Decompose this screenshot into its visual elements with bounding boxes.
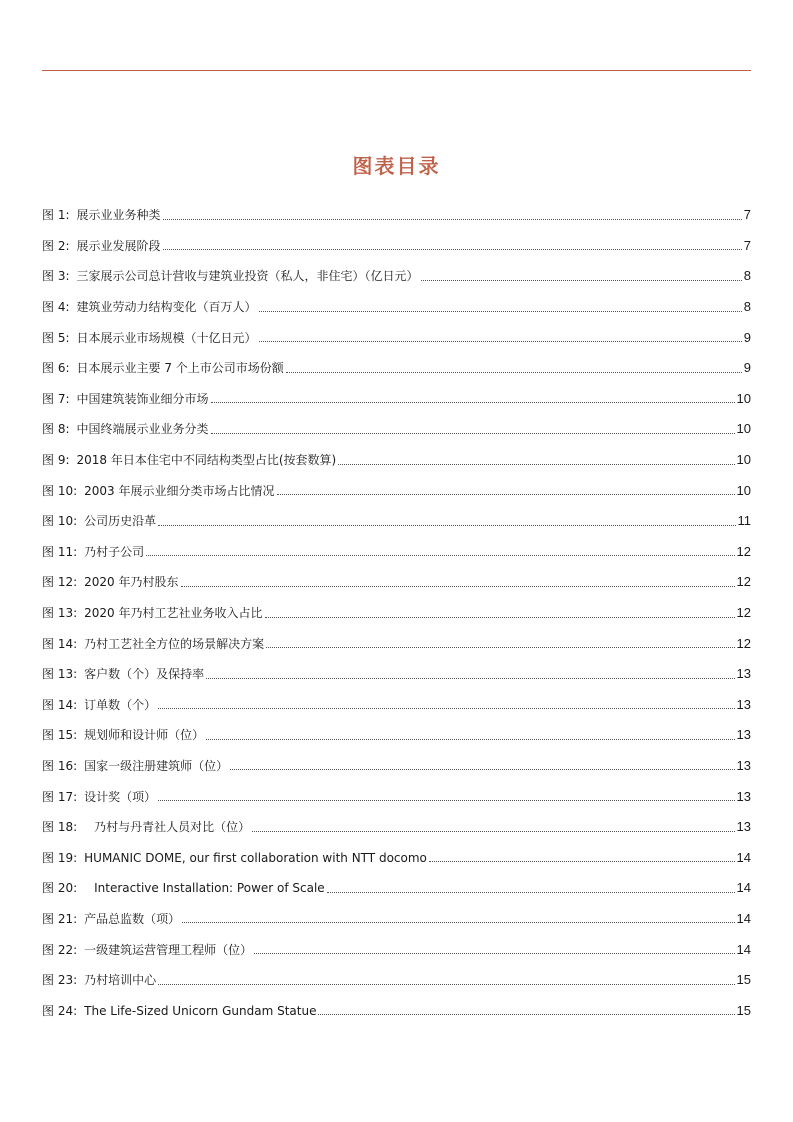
dot-leader [259,311,742,312]
figure-label: 图 10: [42,514,78,529]
dot-leader [265,617,735,618]
dot-leader [206,739,734,740]
figure-title: 产品总监数（项） [84,911,181,926]
toc-entry-24[interactable] [42,904,751,935]
dot-leader [211,402,735,403]
figure-title: 设计奖（项） [84,789,157,804]
figure-title: The Life-Sized Unicorn Gundam Statue [84,1003,317,1018]
toc-entry-13[interactable] [42,567,751,598]
dot-leader [181,586,735,587]
page-number: 13 [736,666,751,682]
figure-title: 规划师和设计师（位） [84,728,205,743]
figure-title: 2003 年展示业细分类市场占比情况 [84,483,275,498]
figure-title: 展示业发展阶段 [76,238,161,253]
figure-label: 图 22: [42,942,78,957]
page-number: 12 [736,543,751,559]
dot-leader [421,280,742,281]
toc-entry-11[interactable] [42,506,751,537]
figure-title: 公司历史沿革 [84,514,157,529]
page-number: 9 [743,329,751,345]
toc-entry-2[interactable] [42,231,751,262]
toc-entry-15[interactable] [42,628,751,659]
figure-label: 图 6: [42,361,70,376]
figure-title: 建筑业劳动力结构变化（百万人） [76,300,257,315]
toc-entry-14[interactable] [42,598,751,629]
figure-title: 展示业业务种类 [76,208,161,223]
dot-leader [318,1014,734,1015]
toc-entry-20[interactable] [42,781,751,812]
dot-leader [206,678,734,679]
figure-title: 日本展示业主要 7 个上市公司市场份额 [76,361,284,376]
figure-label: 图 14: [42,636,78,651]
page-number: 14 [736,910,751,926]
toc-entry-17[interactable] [42,690,751,721]
toc-entry-23[interactable] [42,873,751,904]
dot-leader [146,555,734,556]
page-number: 8 [743,299,751,315]
toc-entry-5[interactable] [42,322,751,353]
page-number: 12 [736,635,751,651]
toc-entry-25[interactable] [42,934,751,965]
dot-leader [158,984,734,985]
page-number: 14 [736,880,751,896]
figure-title: 乃村工艺社全方位的场景解决方案 [84,636,265,651]
figure-label: 图 24: [42,1003,78,1018]
figure-label: 图 2: [42,238,70,253]
page-number: 11 [737,513,751,529]
figure-title: 国家一级注册建筑师（位） [84,758,229,773]
toc-entry-8[interactable] [42,414,751,445]
dot-leader [163,249,742,250]
toc-entry-19[interactable] [42,751,751,782]
page-number: 7 [743,207,751,223]
figure-title: 乃村培训中心 [84,973,157,988]
page-number: 12 [736,605,751,621]
toc-entry-7[interactable] [42,384,751,415]
dot-leader [259,341,742,342]
page-number: 7 [743,237,751,253]
toc-entry-3[interactable] [42,261,751,292]
page-number: 10 [736,452,751,468]
figure-label: 图 13: [42,667,78,682]
toc-entry-12[interactable] [42,537,751,568]
figure-label: 图 17: [42,789,78,804]
toc-entry-10[interactable] [42,475,751,506]
dot-leader [211,433,735,434]
figure-title: 日本展示业市场规模（十亿日元） [76,330,257,345]
figure-title: 2018 年日本住宅中不同结构类型占比(按套数算) [76,453,337,468]
figure-label: 图 23: [42,973,78,988]
page-number: 10 [736,390,751,406]
page-number: 13 [736,696,751,712]
figure-title: 三家展示公司总计营收与建筑业投资（私人，非住宅）（亿日元） [76,269,419,284]
dot-leader [252,831,734,832]
dot-leader [158,800,734,801]
dot-leader [327,892,735,893]
figure-title: 中国建筑装饰业细分市场 [76,391,209,406]
dot-leader [266,647,734,648]
page-number: 13 [736,757,751,773]
figure-toc-list [42,200,751,1026]
figure-title: 客户数（个）及保持率 [84,667,205,682]
figure-label: 图 13: [42,606,78,621]
page-number: 13 [736,819,751,835]
figure-title: 2020 年乃村工艺社业务收入占比 [84,606,263,621]
page-number: 12 [736,574,751,590]
dot-leader [158,708,734,709]
figure-title: 中国终端展示业业务分类 [76,422,209,437]
figure-label: 图 9: [42,453,70,468]
figure-title: HUMANIC DOME, our first collaboration with NTT docomo [84,850,427,865]
dot-leader [429,861,735,862]
figure-title: 乃村子公司 [84,544,145,559]
figure-title: 一级建筑运营管理工程师（位） [84,942,253,957]
figure-label: 图 20: [42,881,78,896]
toc-entry-22[interactable] [42,842,751,873]
toc-entry-21[interactable] [42,812,751,843]
figure-title: 乃村与丹青社人员对比（位） [94,820,251,835]
dot-leader [286,372,742,373]
toc-entry-27[interactable] [42,995,751,1026]
page-number: 14 [736,941,751,957]
page-number: 8 [743,268,751,284]
figure-label: 图 8: [42,422,70,437]
page-number: 14 [736,849,751,865]
toc-entry-9[interactable] [42,445,751,476]
page-number: 13 [736,788,751,804]
figure-label: 图 19: [42,850,78,865]
figure-label: 图 5: [42,330,70,345]
figure-label: 图 14: [42,697,78,712]
page-number: 13 [736,727,751,743]
dot-leader [254,953,734,954]
toc-entry-6[interactable] [42,353,751,384]
header-rule [42,70,751,71]
toc-entry-16[interactable] [42,659,751,690]
page-number: 15 [736,1002,751,1018]
figure-title: 2020 年乃村股东 [84,575,179,590]
toc-entry-1[interactable] [42,200,751,231]
page-number: 15 [736,972,751,988]
figure-title: 订单数（个） [84,697,157,712]
toc-entry-26[interactable] [42,965,751,996]
figure-label: 图 16: [42,758,78,773]
figure-label: 图 18: [42,820,78,835]
figure-label: 图 4: [42,300,70,315]
figure-label: 图 21: [42,911,78,926]
dot-leader [338,464,734,465]
dot-leader [158,525,735,526]
page-number: 10 [736,482,751,498]
figure-label: 图 7: [42,391,70,406]
toc-entry-18[interactable] [42,720,751,751]
figure-label: 图 15: [42,728,78,743]
dot-leader [163,219,742,220]
figure-label: 图 3: [42,269,70,284]
figure-label: 图 10: [42,483,78,498]
page-number: 10 [736,421,751,437]
dot-leader [230,769,734,770]
dot-leader [277,494,735,495]
figure-label: 图 11: [42,544,78,559]
toc-entry-4[interactable] [42,292,751,323]
figure-label: 图 12: [42,575,78,590]
toc-title: 图表目录 [352,154,441,178]
page-number: 9 [743,360,751,376]
figure-title: Interactive Installation: Power of Scale [94,881,325,896]
figure-label: 图 1: [42,208,70,223]
dot-leader [182,922,734,923]
